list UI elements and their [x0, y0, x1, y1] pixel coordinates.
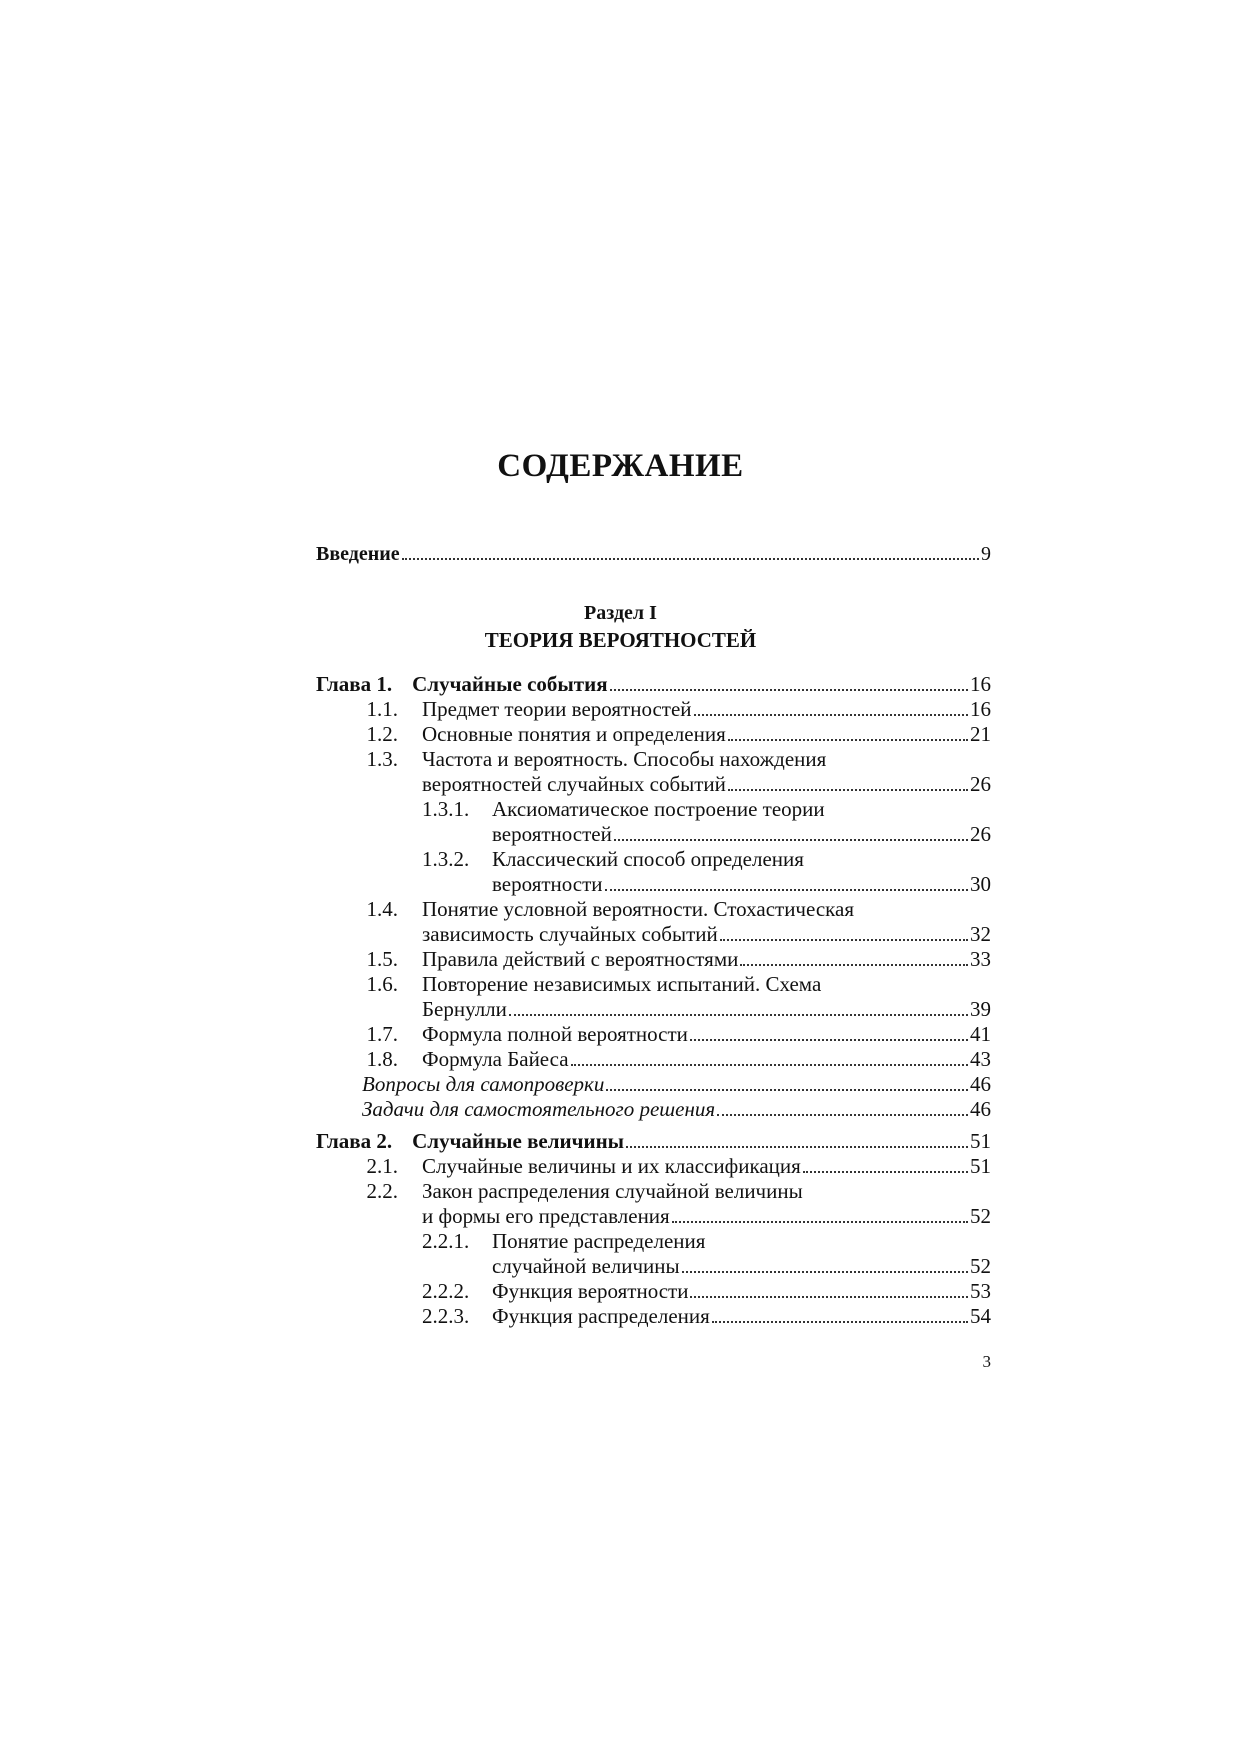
toc-page-number: 52 [970, 1254, 991, 1278]
toc-entry-last-line [422, 922, 991, 947]
toc-entry-title: Формула Байеса [422, 1047, 569, 1071]
toc-entry-title: Функция распределения [492, 1304, 710, 1328]
toc-entry-title: Функция вероятности [492, 1279, 689, 1303]
toc-entry-title-line: Понятие распределения [492, 1229, 706, 1253]
toc-entry-title: Правила действий с вероятностями [422, 947, 739, 971]
toc-entry-title-line: вероятностей случайных событий [422, 772, 726, 796]
toc-entry-intro[interactable] [316, 543, 991, 566]
toc-page-number: 9 [981, 543, 991, 565]
section-name: ТЕОРИЯ ВЕРОЯТНОСТЕЙ [484, 628, 757, 652]
toc-entry-number: 1.3.2. [422, 847, 470, 871]
toc-entry-text [492, 1279, 991, 1304]
toc-entry-text [422, 1047, 991, 1072]
toc-entry-text [422, 972, 991, 1022]
toc-subentry[interactable] [316, 1279, 991, 1304]
chapter-title: Случайные события [412, 672, 608, 696]
toc-entry-title: Вопросы для самопроверки [362, 1072, 605, 1096]
toc-entry-text [422, 897, 991, 947]
leader-dots [728, 739, 968, 741]
toc-entry-number: 1.6. [366, 972, 398, 996]
toc-page-number: 26 [970, 772, 991, 796]
toc-entry-title: Формула полной вероятности [422, 1022, 688, 1046]
toc-entry-number: 1.2. [366, 722, 398, 746]
toc-page-number: 26 [970, 822, 991, 846]
section-number: Раздел I [584, 602, 657, 624]
toc-entry-text [422, 947, 991, 972]
toc-page-number: 33 [970, 947, 991, 971]
toc-entry-text [492, 1304, 991, 1329]
toc-entry[interactable] [316, 1154, 991, 1179]
toc-entry-title-line: вероятности [492, 872, 603, 896]
toc-entry-text [422, 1154, 991, 1179]
toc-entry-title-line: Аксиоматическое построение теории [492, 797, 825, 821]
toc-entry-number: 1.7. [366, 1022, 398, 1046]
toc-entry-title: Предмет теории вероятностей [422, 697, 692, 721]
toc-entry-text [362, 1097, 991, 1122]
toc-subentry[interactable] [316, 1304, 991, 1329]
chapter-label: Глава 2. [316, 1129, 393, 1153]
toc-entry-questions[interactable] [316, 1072, 991, 1097]
toc-entry-text [422, 1179, 991, 1229]
toc-page-number: 16 [970, 697, 991, 721]
leader-dots [509, 1014, 968, 1016]
toc-entry-text [362, 1072, 991, 1097]
toc-entry[interactable] [316, 747, 991, 797]
toc-page-number: 46 [970, 1097, 991, 1121]
toc-entry[interactable] [316, 1022, 991, 1047]
toc-page-number: 46 [970, 1072, 991, 1096]
toc-entry-last-line [422, 772, 991, 797]
toc-entry-number: 2.2. [366, 1179, 398, 1203]
toc-entry-number: 1.5. [366, 947, 398, 971]
toc-page-number: 32 [970, 922, 991, 946]
toc-entry[interactable] [316, 972, 991, 1022]
toc-subentry[interactable] [316, 797, 991, 847]
toc-entry[interactable] [316, 1179, 991, 1229]
page-number: 3 [982, 1352, 991, 1371]
toc-entry-title: Случайные величины и их классификация [422, 1154, 801, 1178]
toc-entry-title: Основные понятия и определения [422, 722, 726, 746]
toc-page-number: 41 [970, 1022, 991, 1046]
toc-entry-title-line: вероятностей [492, 822, 612, 846]
toc-entry-title-line: Повторение независимых испытаний. Схема [422, 972, 822, 996]
toc-entry-last-line [492, 1254, 991, 1279]
toc-entry[interactable] [316, 947, 991, 972]
toc-entry[interactable] [316, 1047, 991, 1072]
toc-entry-last-line [422, 1204, 991, 1229]
leader-dots [614, 839, 968, 841]
toc-page-number: 51 [970, 1129, 991, 1153]
leader-dots [690, 1296, 968, 1298]
toc-entry-number: 1.3. [366, 747, 398, 771]
toc-page-number: 43 [970, 1047, 991, 1071]
toc-entry[interactable] [316, 697, 991, 722]
toc-page-number: 16 [970, 672, 991, 696]
section-heading [0, 600, 1241, 654]
toc-entry-number: 2.2.3. [422, 1304, 470, 1328]
leader-dots [605, 889, 968, 891]
toc-page-number: 30 [970, 872, 991, 896]
leader-dots [402, 558, 979, 560]
toc-entry-number: 1.4. [366, 897, 398, 921]
leader-dots [740, 964, 968, 966]
toc-entry[interactable] [316, 897, 991, 947]
toc-entry-title-line: Понятие условной вероятности. Стохастическая [422, 897, 855, 921]
toc-entry-tasks[interactable] [316, 1097, 991, 1122]
leader-dots [571, 1064, 968, 1066]
toc-entry-title: Задачи для самостоятельного решения [362, 1097, 716, 1121]
chapter-label: Глава 1. [316, 672, 393, 696]
toc-page-number: 51 [970, 1154, 991, 1178]
toc-entry-title-line: и формы его представления [422, 1204, 670, 1228]
toc-entry-label: Введение [316, 543, 400, 565]
toc-entry-text [316, 543, 991, 566]
toc-entry-text [492, 847, 991, 897]
leader-dots [626, 1146, 968, 1148]
toc-entry[interactable] [316, 722, 991, 747]
leader-dots [690, 1039, 968, 1041]
toc-page-number: 21 [970, 722, 991, 746]
toc-entry-last-line [422, 997, 991, 1022]
toc-entry-last-line [492, 872, 991, 897]
toc-entry-title-line: Бернулли [422, 997, 507, 1021]
toc-entry-number: 2.2.1. [422, 1229, 470, 1253]
toc-entry-text [412, 1129, 991, 1154]
leader-dots [717, 1114, 968, 1116]
toc-chapter-heading[interactable] [316, 1129, 991, 1154]
toc-entry-title-line: Классический способ определения [492, 847, 804, 871]
leader-dots [720, 939, 968, 941]
toc-entry-text [422, 1022, 991, 1047]
leader-dots [728, 789, 968, 791]
toc-entry-number: 1.8. [366, 1047, 398, 1071]
toc-entry-title-line: зависимость случайных событий [422, 922, 718, 946]
toc-chapter-2 [316, 1129, 991, 1329]
toc-entry-text [422, 722, 991, 747]
toc-subentry[interactable] [316, 1229, 991, 1279]
toc-entry-title-line: Закон распределения случайной величины [422, 1179, 803, 1203]
toc-entry-text [422, 697, 991, 722]
toc-chapter-1 [316, 672, 991, 1122]
toc-entry-number: 1.3.1. [422, 797, 470, 821]
toc-entry-last-line [492, 822, 991, 847]
toc-entry-number: 2.1. [366, 1154, 398, 1178]
leader-dots [803, 1171, 968, 1173]
leader-dots [610, 689, 968, 691]
leader-dots [712, 1321, 968, 1323]
leader-dots [672, 1221, 968, 1223]
toc-entry-text [492, 797, 991, 847]
toc-entry-number: 1.1. [366, 697, 398, 721]
toc-entry-title-line: случайной величины [492, 1254, 680, 1278]
table-of-contents [316, 672, 991, 1336]
leader-dots [606, 1089, 968, 1091]
toc-page-number: 39 [970, 997, 991, 1021]
toc-entry-text [412, 672, 991, 697]
toc-entry-text [492, 1229, 991, 1279]
toc-entry-text [422, 747, 991, 797]
toc-subentry[interactable] [316, 847, 991, 897]
toc-page-number: 52 [970, 1204, 991, 1228]
leader-dots [694, 714, 968, 716]
toc-entry-number: 2.2.2. [422, 1279, 470, 1303]
toc-entry-title-line: Частота и вероятность. Способы нахождения [422, 747, 827, 771]
toc-page-number: 54 [970, 1304, 991, 1328]
toc-page-number: 53 [970, 1279, 991, 1303]
chapter-title: Случайные величины [412, 1129, 625, 1153]
toc-chapter-heading[interactable] [316, 672, 991, 697]
page-title: СОДЕРЖАНИЕ [497, 448, 744, 484]
leader-dots [682, 1271, 968, 1273]
